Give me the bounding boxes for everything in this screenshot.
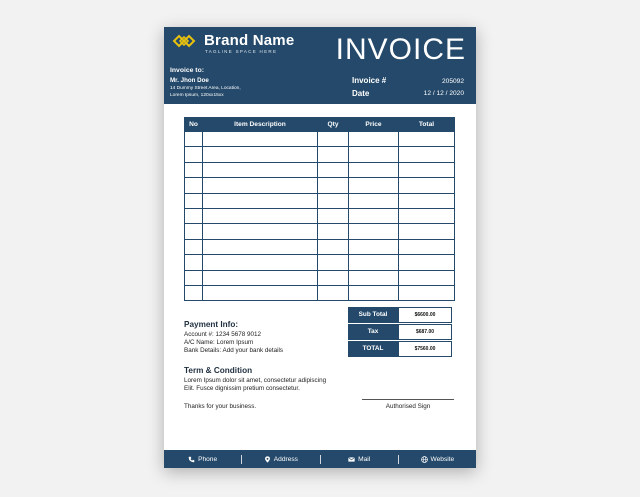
- table-cell: [185, 285, 203, 300]
- table-cell: [203, 208, 318, 223]
- client-address-line2: Lorem Ipsum, 120xx15xx: [170, 92, 224, 98]
- table-cell: [399, 270, 455, 285]
- table-cell: [318, 147, 349, 162]
- location-pin-icon: [264, 456, 271, 463]
- invoice-title: INVOICE: [335, 33, 466, 66]
- terms-text: [184, 377, 384, 393]
- table-cell: [349, 132, 399, 147]
- table-cell: [349, 255, 399, 270]
- table-cell: [399, 132, 455, 147]
- invoice-number-label: Invoice #: [352, 76, 387, 85]
- table-cell: [318, 239, 349, 254]
- subtotal-row: [348, 307, 454, 323]
- invoice-sheet: [164, 27, 476, 468]
- grand-total-value: $7560.00: [398, 341, 452, 357]
- col-header-description: Item Description: [203, 118, 318, 132]
- table-cell: [399, 224, 455, 239]
- table-cell: [349, 239, 399, 254]
- table-cell: [349, 270, 399, 285]
- table-cell: [203, 132, 318, 147]
- table-row: [185, 270, 455, 285]
- table-cell: [318, 255, 349, 270]
- table-row: [185, 208, 455, 223]
- account-name: A/C Name: Lorem Ipsum: [184, 339, 254, 347]
- table-cell: [349, 193, 399, 208]
- table-cell: [185, 208, 203, 223]
- table-cell: [349, 178, 399, 193]
- grand-total-row: [348, 341, 454, 357]
- table-row: [185, 178, 455, 193]
- table-row: [185, 132, 455, 147]
- totals-block: [348, 307, 454, 358]
- table-cell: [185, 239, 203, 254]
- tax-value: $687.00: [398, 324, 452, 340]
- table-row: [185, 285, 455, 300]
- phone-icon: [188, 456, 195, 463]
- brand-tagline: TAGLINE SPACE HERE: [205, 49, 278, 54]
- table-cell: [349, 285, 399, 300]
- table-row: [185, 147, 455, 162]
- table-cell: [399, 147, 455, 162]
- table-cell: [318, 208, 349, 223]
- brand-name: Brand Name: [204, 32, 295, 49]
- table-cell: [203, 255, 318, 270]
- table-cell: [318, 193, 349, 208]
- table-cell: [203, 193, 318, 208]
- payment-info-title: Payment Info:: [184, 320, 239, 329]
- brand-logo-icon: [172, 33, 196, 49]
- table-cell: [185, 162, 203, 177]
- invoice-to-label: Invoice to:: [170, 67, 204, 74]
- footer-website: [399, 450, 476, 468]
- table-row: [185, 255, 455, 270]
- table-cell: [203, 178, 318, 193]
- table-cell: [399, 193, 455, 208]
- table-cell: [349, 147, 399, 162]
- table-cell: [349, 208, 399, 223]
- table-cell: [185, 147, 203, 162]
- footer-mail-label: Mail: [358, 455, 371, 463]
- terms-line-2: Elit. Fusce dignissim pretium consectetur.: [184, 385, 300, 393]
- footer-mail: [321, 450, 398, 468]
- grand-total-label: TOTAL: [348, 341, 398, 357]
- col-header-total: Total: [399, 118, 455, 132]
- table-cell: [399, 255, 455, 270]
- footer-website-label: Website: [430, 455, 455, 463]
- table-cell: [318, 224, 349, 239]
- client-address: [170, 86, 310, 99]
- footer-phone: [164, 450, 241, 468]
- signature-line: [362, 399, 454, 400]
- bank-details: Bank Details: Add your bank details: [184, 347, 284, 355]
- items-table-header: [185, 118, 455, 132]
- col-header-price: Price: [349, 118, 399, 132]
- date-value: 12 / 12 / 2020: [423, 90, 464, 97]
- table-cell: [185, 193, 203, 208]
- terms-title: Term & Condition: [184, 366, 253, 375]
- subtotal-value: $6600.00: [398, 307, 452, 323]
- table-cell: [203, 147, 318, 162]
- table-cell: [349, 224, 399, 239]
- items-table: [184, 117, 455, 301]
- table-cell: [203, 239, 318, 254]
- thanks-note: Thanks for your business.: [184, 403, 257, 410]
- client-address-line1: 14 Dummy Street Area, Location,: [170, 86, 241, 91]
- items-table-body: [185, 132, 455, 301]
- table-cell: [399, 208, 455, 223]
- footer-address-label: Address: [273, 455, 298, 463]
- date-label: Date: [352, 89, 370, 98]
- tax-label: Tax: [348, 324, 398, 340]
- terms-line-1: Lorem Ipsum dolor sit amet, consectetur adipiscing: [184, 377, 327, 384]
- table-row: [185, 239, 455, 254]
- table-cell: [203, 224, 318, 239]
- subtotal-label: Sub Total: [348, 307, 398, 323]
- table-cell: [399, 162, 455, 177]
- col-header-qty: Qty: [318, 118, 349, 132]
- table-cell: [185, 270, 203, 285]
- table-cell: [399, 285, 455, 300]
- signature-label: Authorised Sign: [385, 403, 431, 410]
- footer-address: [242, 450, 319, 468]
- table-cell: [399, 178, 455, 193]
- table-cell: [185, 178, 203, 193]
- table-cell: [318, 285, 349, 300]
- table-cell: [203, 270, 318, 285]
- table-cell: [185, 255, 203, 270]
- table-row: [185, 162, 455, 177]
- footer-phone-label: Phone: [198, 455, 218, 463]
- invoice-footer: [164, 450, 476, 468]
- table-cell: [185, 224, 203, 239]
- table-cell: [399, 239, 455, 254]
- table-cell: [318, 270, 349, 285]
- client-name: Mr. Jhon Doe: [170, 77, 209, 84]
- table-row: [185, 193, 455, 208]
- table-cell: [318, 162, 349, 177]
- table-cell: [185, 132, 203, 147]
- col-header-no: No: [185, 118, 203, 132]
- account-number: Account #: 1234 5678 9012: [184, 331, 262, 338]
- invoice-number-value: 205092: [441, 78, 464, 85]
- globe-icon: [421, 456, 428, 463]
- table-row: [185, 224, 455, 239]
- tax-row: [348, 324, 454, 340]
- table-cell: [318, 132, 349, 147]
- table-cell: [203, 285, 318, 300]
- mail-icon: [348, 456, 355, 463]
- payment-info-details: [184, 331, 283, 356]
- table-cell: [349, 162, 399, 177]
- invoice-header: [164, 27, 476, 104]
- table-cell: [203, 162, 318, 177]
- table-cell: [318, 178, 349, 193]
